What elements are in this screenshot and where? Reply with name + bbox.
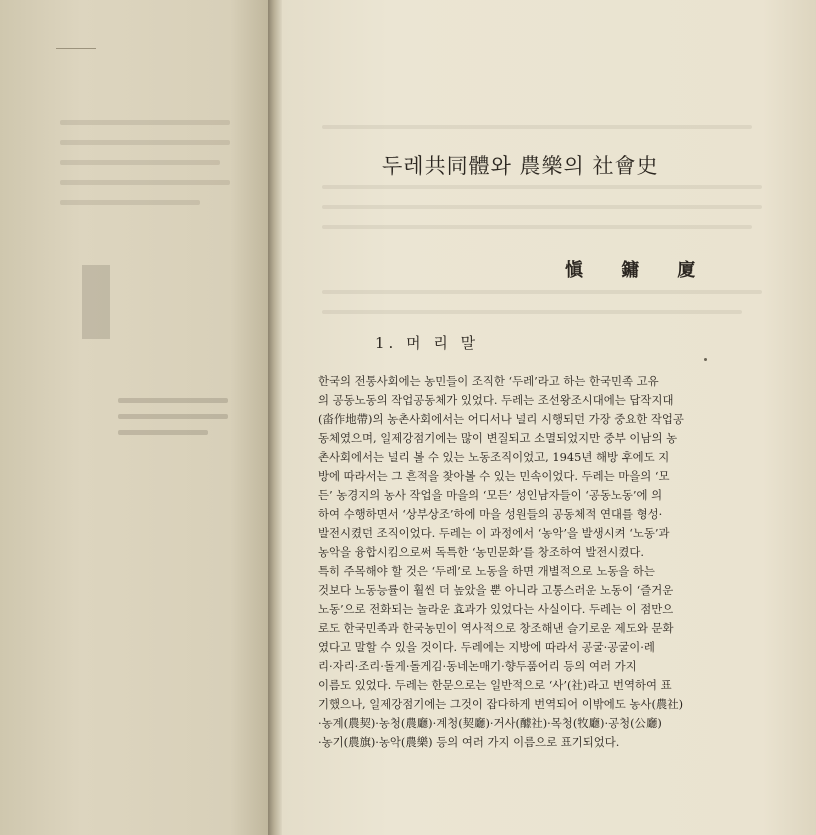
body-line: 동체였으며, 일제강점기에는 많이 변질되고 소멸되었지만 중부 이남의 농 — [318, 431, 678, 445]
body-line: 촌사회에서는 널리 볼 수 있는 노동조직이었고, 1945년 해방 후에도 지 — [318, 450, 670, 464]
body-text — [318, 372, 770, 752]
show-through-text — [322, 290, 762, 294]
show-through-text — [60, 120, 230, 125]
show-through-text — [322, 125, 752, 129]
show-through-text — [118, 430, 208, 435]
body-line: 리·자리·조리·돌게·돌게김·동네논매기·향두품어리 등의 여러 가지 — [318, 659, 637, 673]
body-line: 발전시켰던 조직이었다. 두레는 이 과정에서 ‘농악’을 발생시켜 ‘노동’과 — [318, 526, 670, 540]
show-through-text — [322, 225, 752, 229]
body-line: ·농계(農契)·농청(農廳)·계청(契廳)·거사(醵社)·목청(牧廳)·공청(公廳) — [318, 716, 662, 730]
body-line: 한국의 전통사회에는 농민들이 조직한 ‘두레’라고 하는 한국민족 고유 — [318, 374, 659, 388]
body-line: 방에 따라서는 그 흔적을 찾아볼 수 있는 민속이었다. 두레는 마을의 ‘모 — [318, 469, 670, 483]
body-line: 의 공동노동의 작업공동체가 있었다. 두레는 조선왕조시대에는 답작지대 — [318, 393, 674, 407]
show-through-text — [60, 160, 220, 165]
show-through-text — [322, 185, 762, 189]
body-line: 농악을 융합시킴으로써 독특한 ‘농민문화’를 창조하여 발전시켰다. — [318, 545, 645, 559]
show-through-text — [60, 200, 200, 205]
body-line: ·농기(農旗)·농악(農樂) 등의 여러 가지 이름으로 표기되었다. — [318, 735, 620, 749]
body-line: 이름도 있었다. 두레는 한문으로는 일반적으로 ‘사’(社)라고 번역하여 표 — [318, 678, 672, 692]
book-gutter — [268, 0, 282, 835]
show-through-text — [118, 398, 228, 403]
show-through-text — [60, 180, 230, 185]
body-line: 든’ 농경지의 농사 작업을 마을의 ‘모든’ 성인남자들이 ‘공동노동’에 의 — [318, 488, 663, 502]
left-page — [0, 0, 270, 835]
ink-speck — [704, 358, 707, 361]
show-through-text — [60, 140, 230, 145]
body-line: 하여 수행하면서 ‘상부상조’하에 마을 성원들의 공동체적 연대를 형성· — [318, 507, 663, 521]
article-title: 두레共同體와 農樂의 社會史 — [382, 154, 659, 178]
show-through-text — [322, 310, 742, 314]
body-line: 였다고 말할 수 있을 것이다. 두레에는 지방에 따라서 공굴·공굴이·레 — [318, 640, 655, 654]
body-line: (畓作地帶)의 농촌사회에서는 어디서나 널리 시행되던 가장 중요한 작업공 — [318, 412, 684, 426]
body-line: 로도 한국민족과 한국농민이 역사적으로 창조해낸 슬기로운 제도와 문화 — [318, 621, 674, 635]
body-line: 노동’으로 전화되는 놀라운 효과가 있었다는 사실이다. 두레는 이 점만으 — [318, 602, 674, 616]
author-name: 愼 鏞 廈 — [565, 260, 712, 281]
body-line: 특히 주목해야 할 것은 ‘두레’로 노동을 하면 개별적으로 노동을 하는 — [318, 564, 655, 578]
section-heading: 1. 머 리 말 — [375, 334, 480, 352]
show-through-text — [322, 205, 762, 209]
body-line: 기했으나, 일제강점기에는 그것이 잡다하게 번역되어 이밖에도 농사(農社) — [318, 697, 684, 711]
header-rule — [56, 48, 96, 49]
body-line: 것보다 노동능률이 훨씬 더 높았을 뿐 아니라 고통스러운 노동이 ‘즐거운 — [318, 583, 674, 597]
show-through-text — [118, 414, 228, 419]
show-through-heading — [82, 265, 110, 339]
